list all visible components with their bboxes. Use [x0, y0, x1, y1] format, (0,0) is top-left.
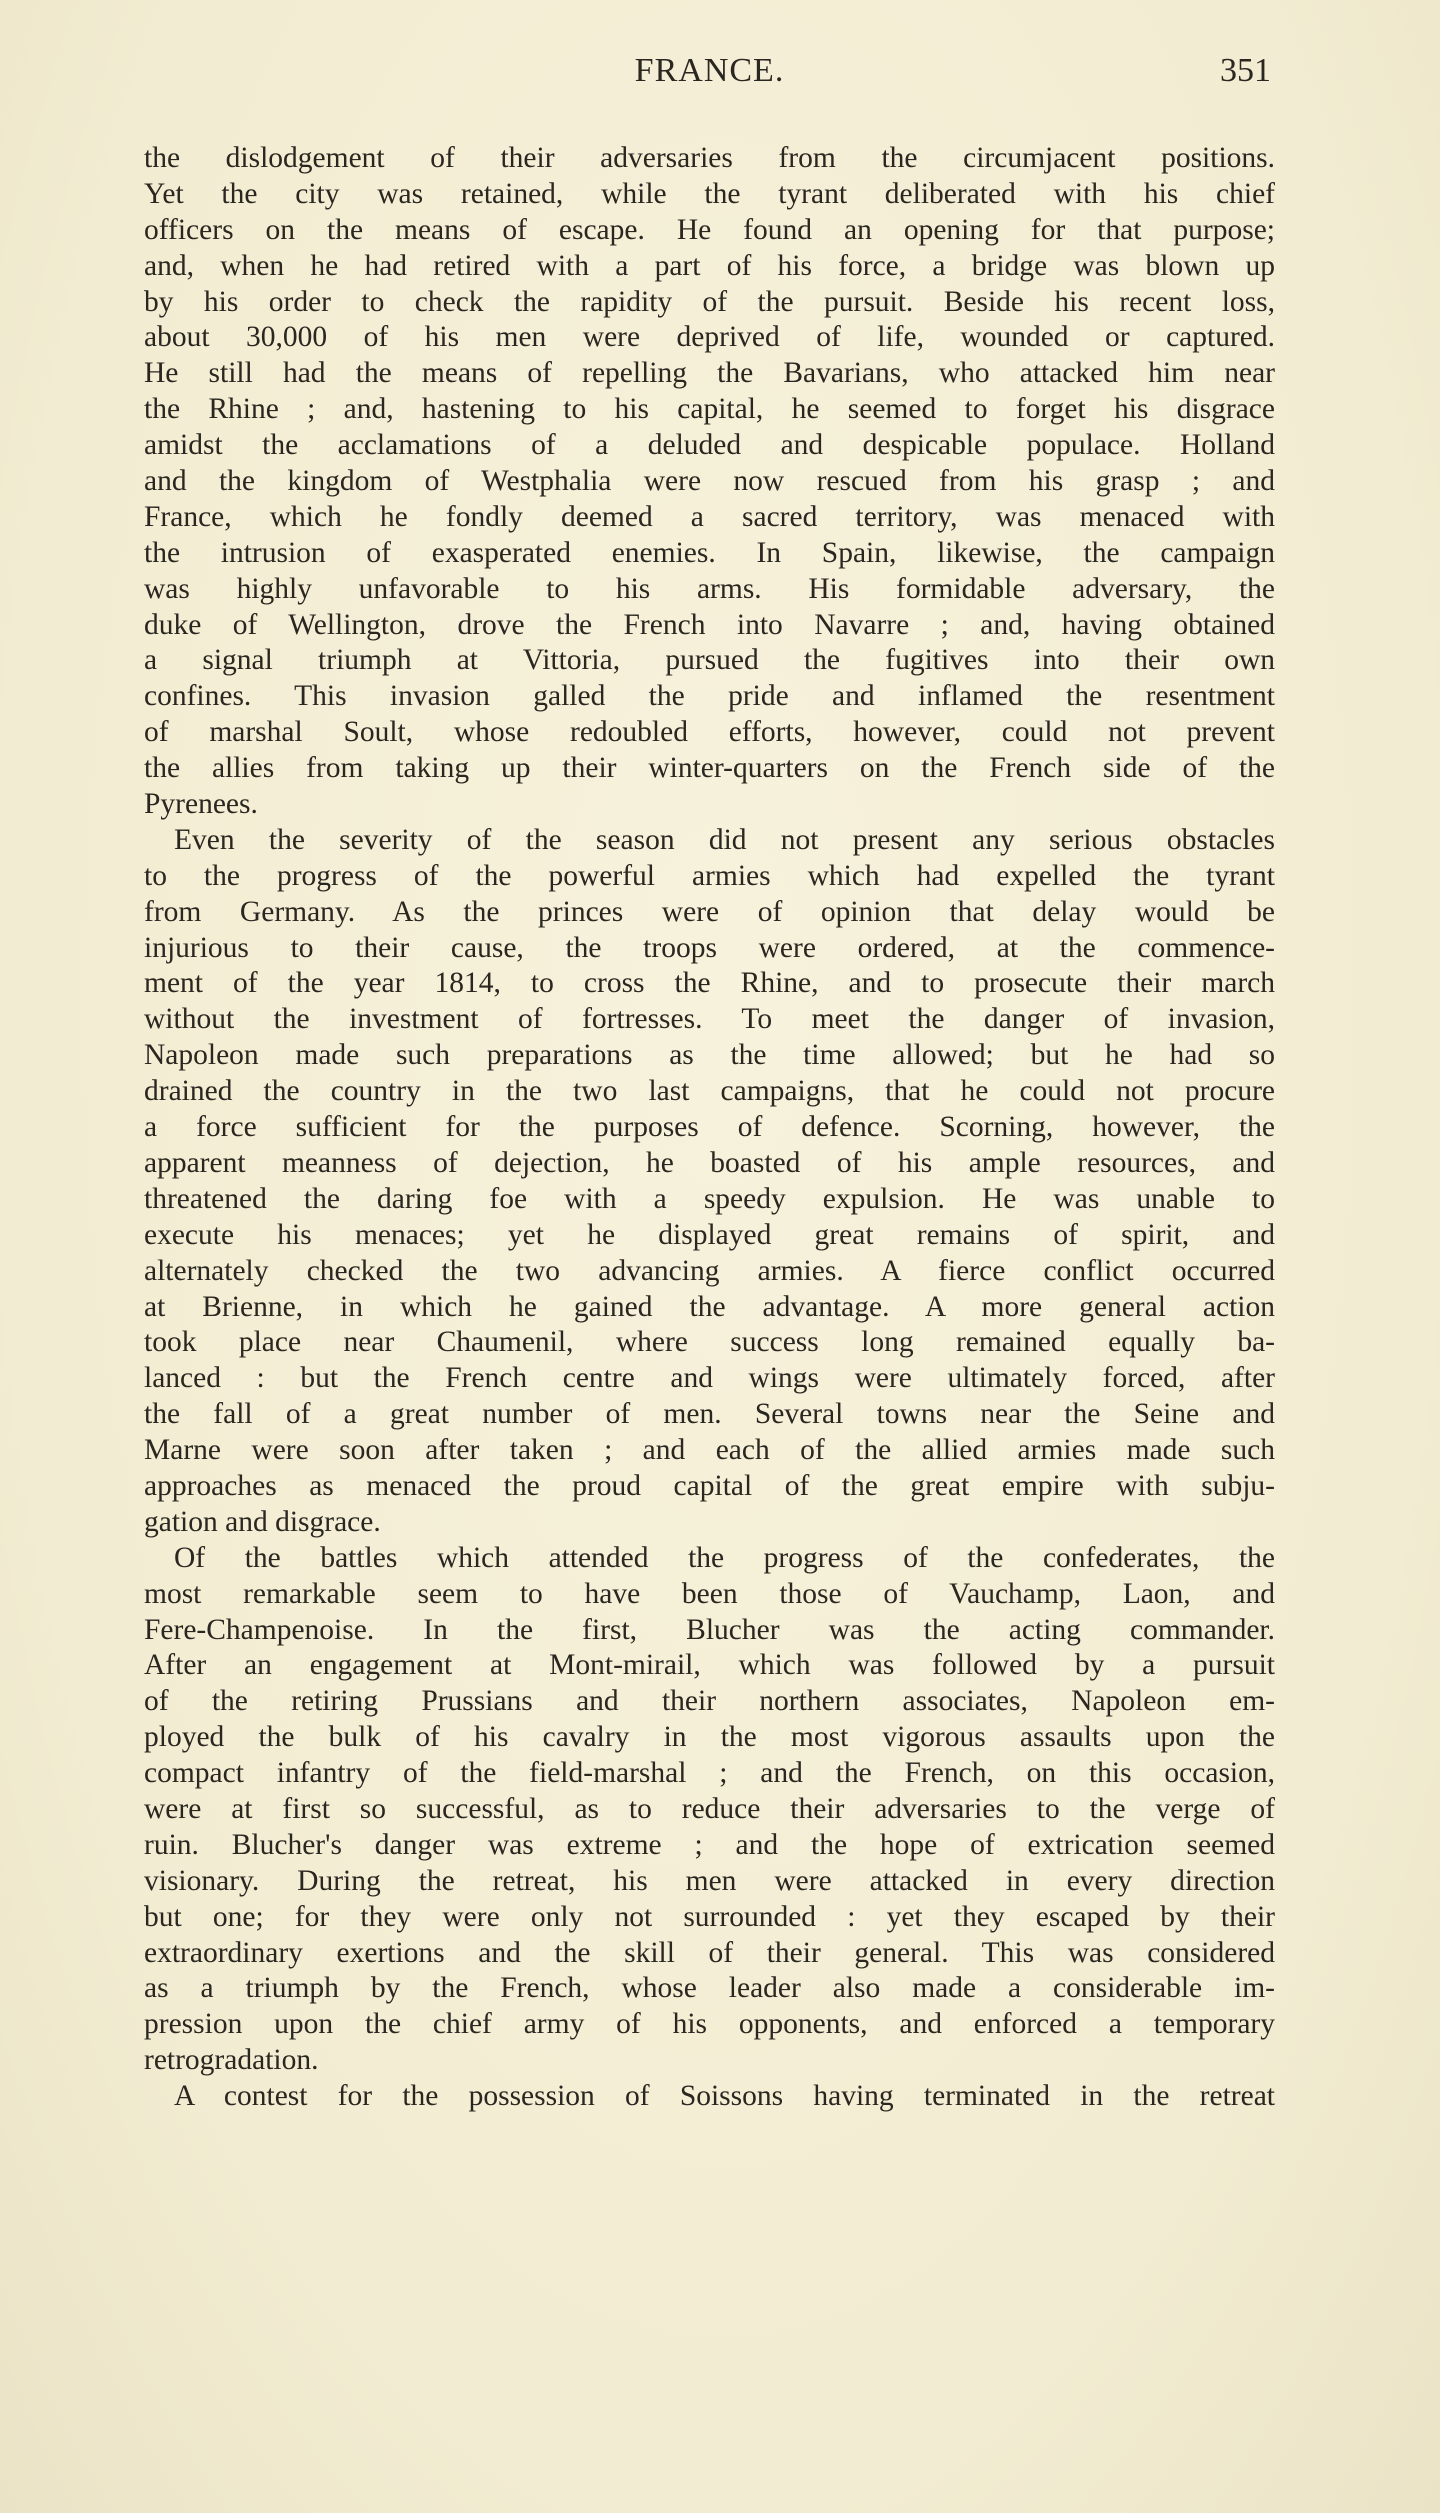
- text-line: officers on the means of escape. He found an opening for that purpose;: [144, 213, 1275, 246]
- text-line: He still had the means of repelling the Bavarians, who attacked him near: [144, 357, 1275, 390]
- text-line: approaches as menaced the proud capital of the great empire with subju-: [144, 1469, 1275, 1502]
- text-line: lanced : but the French centre and wings were ultimately forced, after: [144, 1362, 1275, 1395]
- text-line: without the investment of fortresses. To meet the danger of invasion,: [144, 1003, 1275, 1036]
- text-line: ruin. Blucher's danger was extreme ; and the hope of extrication seemed: [144, 1828, 1275, 1861]
- text-line: to the progress of the powerful armies which had expelled the tyrant: [144, 859, 1275, 892]
- text-line: Fere-Champenoise. In the first, Blucher was the acting commander.: [144, 1613, 1275, 1646]
- text-line: Yet the city was retained, while the tyrant deliberated with his chief: [144, 177, 1275, 210]
- text-line: gation and disgrace.: [144, 1505, 381, 1538]
- text-line: threatened the daring foe with a speedy expulsion. He was unable to: [144, 1182, 1275, 1215]
- text-line: the intrusion of exasperated enemies. In Spain, likewise, the campaign: [144, 536, 1275, 569]
- text-line: duke of Wellington, drove the French into Navarre ; and, having obtained: [144, 608, 1275, 641]
- page-header-title: FRANCE.: [634, 52, 785, 89]
- text-line: visionary. During the retreat, his men were attacked in every direction: [144, 1864, 1275, 1897]
- text-line: confines. This invasion galled the pride and inflamed the resentment: [144, 680, 1275, 713]
- text-line: A contest for the possession of Soissons having terminated in the retreat: [174, 2080, 1275, 2113]
- text-line: as a triumph by the French, whose leader also made a considerable im-: [144, 1972, 1275, 2005]
- text-line: pression upon the chief army of his opponents, and enforced a temporary: [144, 2008, 1275, 2041]
- text-line: at Brienne, in which he gained the advantage. A more general action: [144, 1290, 1275, 1323]
- text-line: ployed the bulk of his cavalry in the most vigorous assaults upon the: [144, 1721, 1275, 1754]
- text-line: Even the severity of the season did not present any serious obstacles: [174, 823, 1275, 856]
- text-line: alternately checked the two advancing armies. A fierce conflict occurred: [144, 1254, 1275, 1287]
- text-line: most remarkable seem to have been those of Vauchamp, Laon, and: [144, 1577, 1275, 1610]
- paragraph: [144, 1541, 1275, 2079]
- page-number: 351: [1220, 52, 1271, 89]
- text-line: France, which he fondly deemed a sacred territory, was menaced with: [144, 500, 1275, 533]
- text-line: of the retiring Prussians and their northern associates, Napoleon em-: [144, 1685, 1275, 1718]
- text-line: ment of the year 1814, to cross the Rhine, and to prosecute their march: [144, 967, 1275, 1000]
- text-line: Napoleon made such preparations as the time allowed; but he had so: [144, 1039, 1275, 1072]
- text-line: the allies from taking up their winter-quarters on the French side of the: [144, 752, 1275, 785]
- text-line: was highly unfavorable to his arms. His formidable adversary, the: [144, 572, 1275, 605]
- text-line: took place near Chaumenil, where success long remained equally ba-: [144, 1326, 1275, 1359]
- text-line: were at first so successful, as to reduce their adversaries to the verge of: [144, 1792, 1275, 1825]
- body-text: [144, 141, 1275, 2115]
- text-line: retrogradation.: [144, 2044, 319, 2077]
- paragraph: [144, 141, 1275, 823]
- text-line: drained the country in the two last campaigns, that he could not procure: [144, 1075, 1275, 1108]
- text-line: Of the battles which attended the progress of the confederates, the: [174, 1541, 1275, 1574]
- text-line: about 30,000 of his men were deprived of life, wounded or captured.: [144, 321, 1275, 354]
- text-line: by his order to check the rapidity of the pursuit. Beside his recent loss,: [144, 285, 1275, 318]
- text-line: compact infantry of the field-marshal ; and the French, on this occasion,: [144, 1757, 1275, 1790]
- text-line: a force sufficient for the purposes of defence. Scorning, however, the: [144, 1111, 1275, 1144]
- text-line: and, when he had retired with a part of his force, a bridge was blown up: [144, 249, 1275, 282]
- text-line: and the kingdom of Westphalia were now rescued from his grasp ; and: [144, 465, 1275, 498]
- text-line: a signal triumph at Vittoria, pursued the fugitives into their own: [144, 644, 1275, 677]
- text-line: amidst the acclamations of a deluded and despicable populace. Holland: [144, 429, 1275, 462]
- text-line: After an engagement at Mont-mirail, which was followed by a pursuit: [144, 1649, 1275, 1682]
- text-line: the dislodgement of their adversaries from the circumjacent positions.: [144, 142, 1275, 174]
- text-line: Pyrenees.: [144, 788, 258, 821]
- text-line: injurious to their cause, the troops were ordered, at the commence-: [144, 931, 1275, 964]
- paragraph: [144, 823, 1275, 1541]
- running-head: [144, 52, 1275, 96]
- paragraph: [144, 2079, 1275, 2115]
- text-line: execute his menaces; yet he displayed great remains of spirit, and: [144, 1218, 1275, 1251]
- text-line: the fall of a great number of men. Several towns near the Seine and: [144, 1398, 1275, 1431]
- text-line: but one; for they were only not surrounded : yet they escaped by their: [144, 1900, 1275, 1933]
- text-line: apparent meanness of dejection, he boasted of his ample resources, and: [144, 1146, 1275, 1179]
- text-line: extraordinary exertions and the skill of their general. This was considered: [144, 1936, 1275, 1969]
- text-line: the Rhine ; and, hastening to his capital, he seemed to forget his disgrace: [144, 393, 1275, 426]
- text-line: of marshal Soult, whose redoubled efforts, however, could not prevent: [144, 716, 1275, 749]
- text-line: from Germany. As the princes were of opinion that delay would be: [144, 895, 1275, 928]
- text-line: Marne were soon after taken ; and each of the allied armies made such: [144, 1434, 1275, 1467]
